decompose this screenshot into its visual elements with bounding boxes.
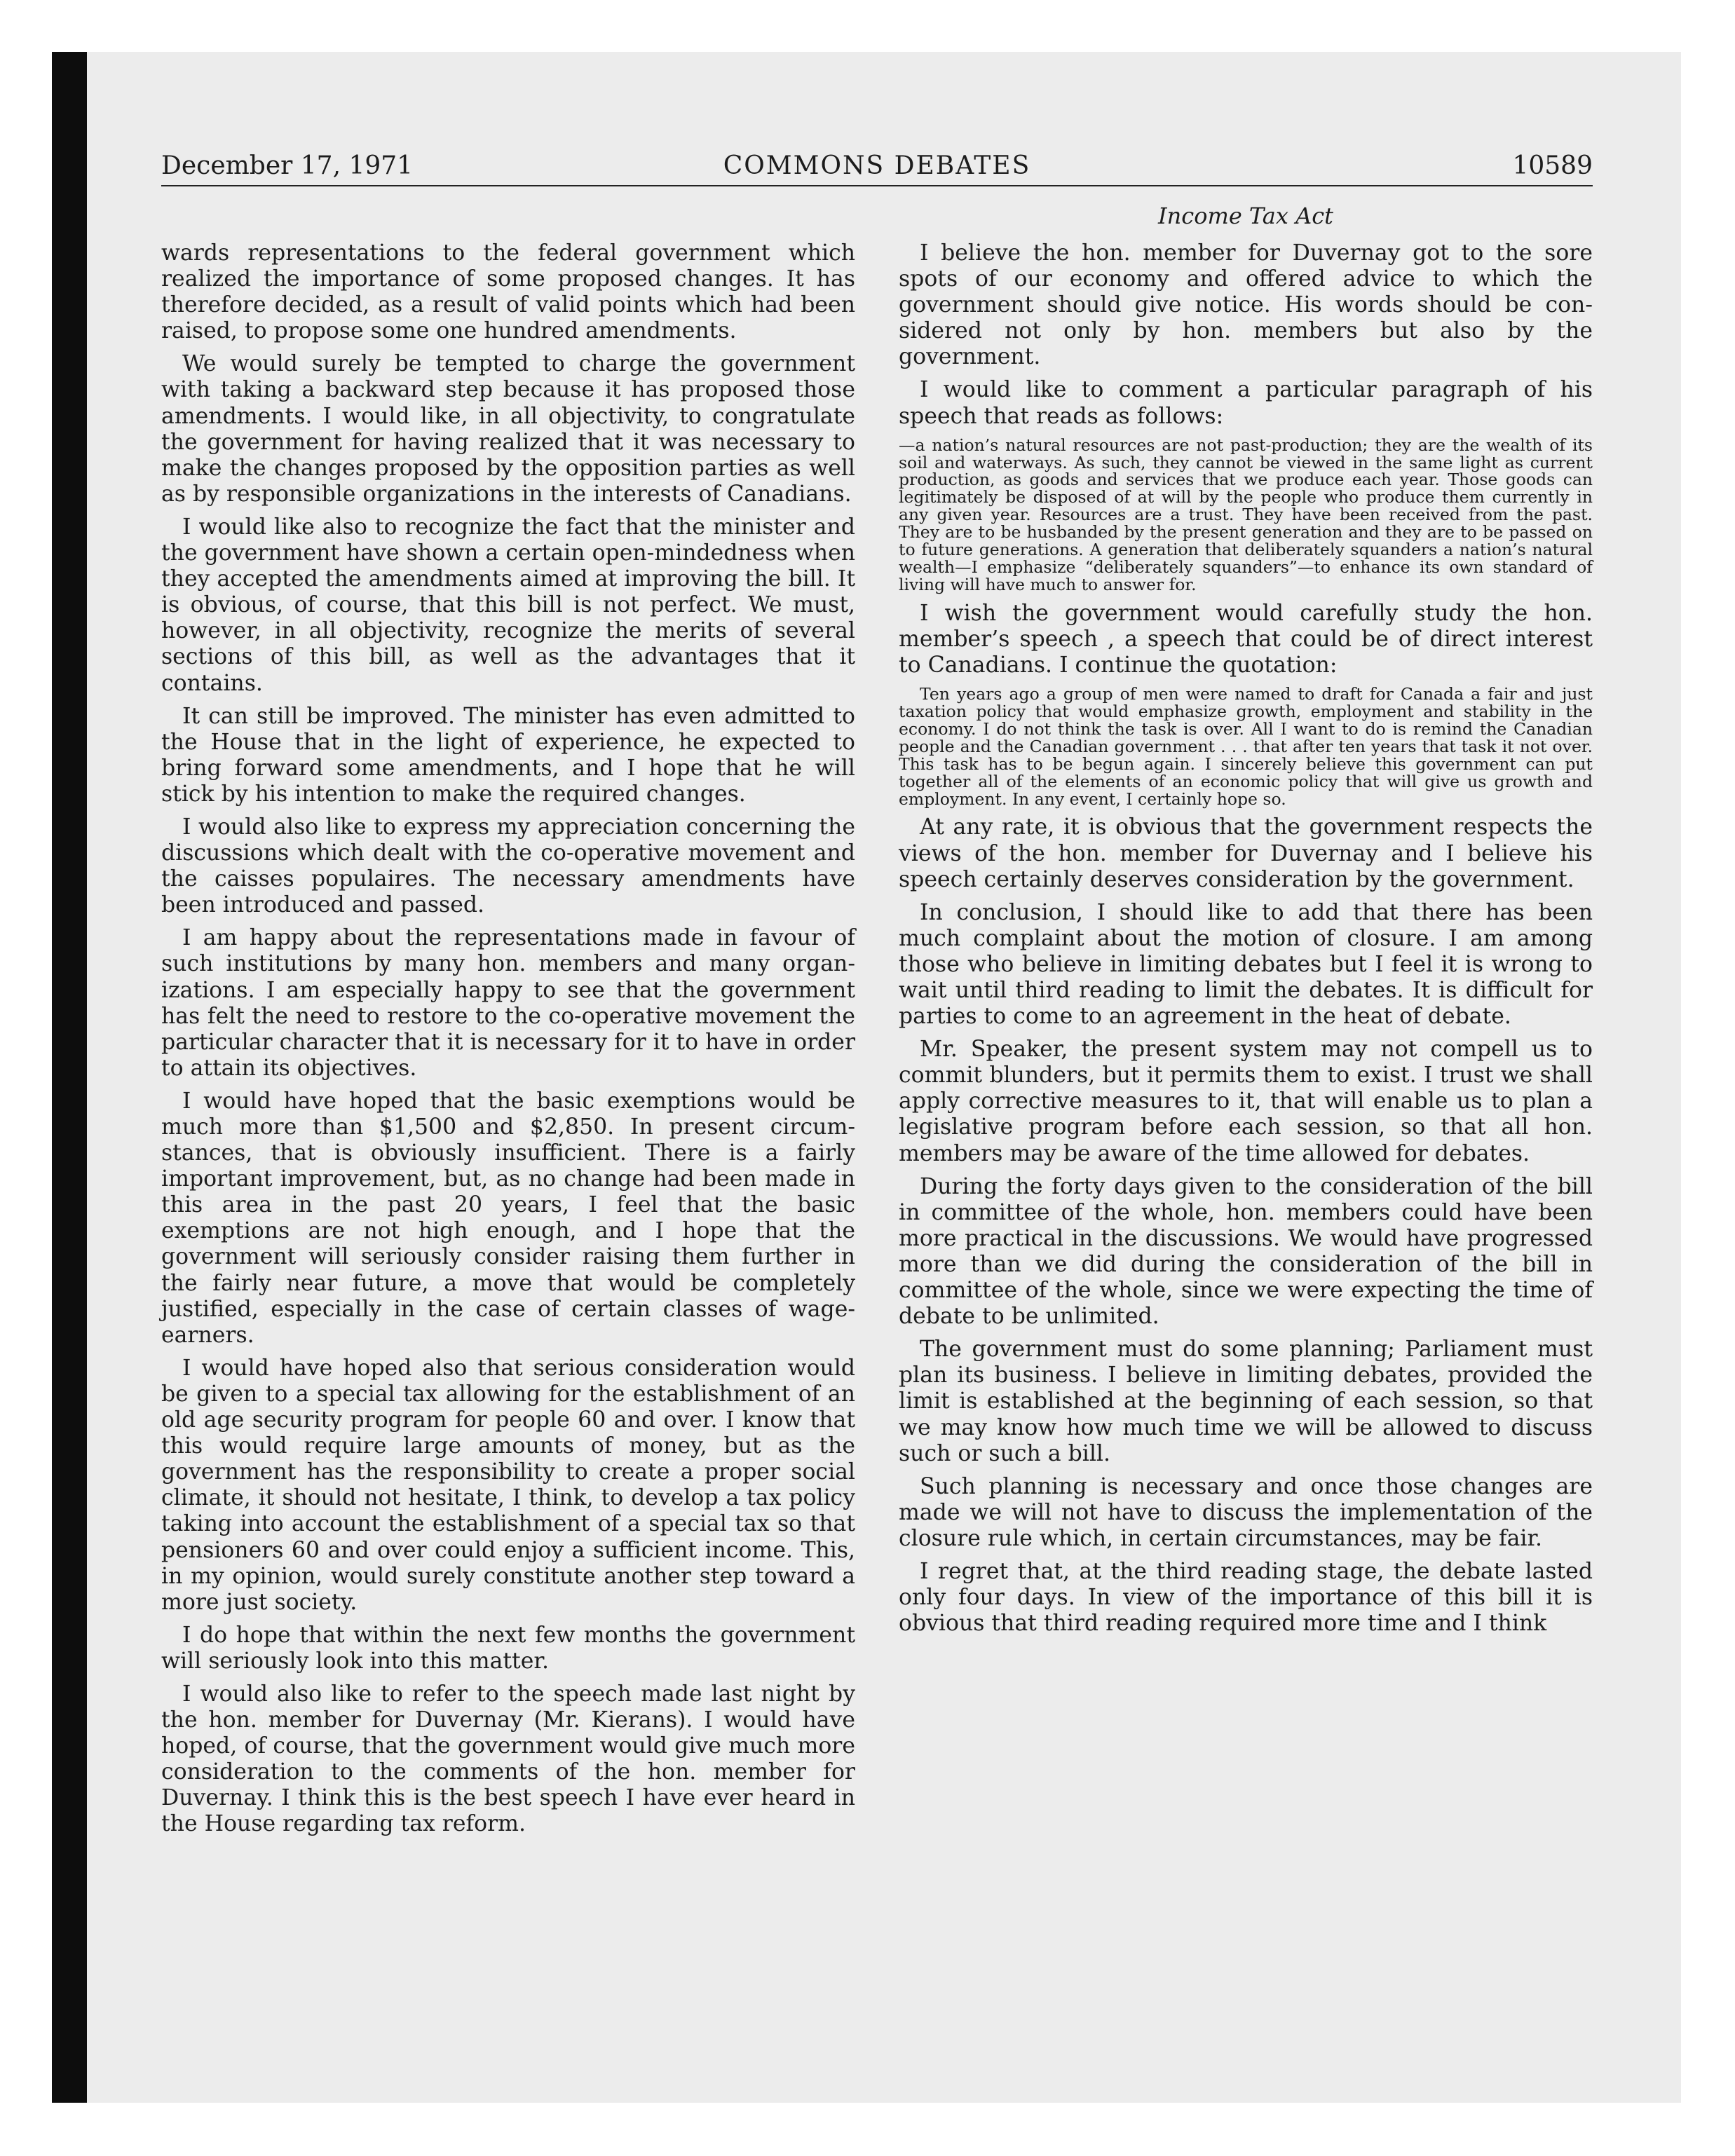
paragraph: I am happy about the representations made in favour of such institutions by many hon. members and many organizations. I am especially happy to see that the government has felt the need to restore to the co-operative movement the particular character that it is necessary for it to have in order to attain its objectives. — [161, 925, 855, 1081]
paragraph: The government must do some planning; Parliament must plan its business. I believe in limiting debates, provided the limit is established at the beginning of each session, so that we may know how much time we will be allowed to discuss such or such a bill. — [899, 1337, 1593, 1466]
block-quotation: —a nation’s natural resources are not past-production; they are the wealth of its soil and waterways. As such, they cannot be viewed in the same light as current production, as goods and services that we produce each year. Those goods can legitimately be disposed of at will by the people who produce them currently in any given year. Resources are a trust. They have been received from the past. They are to be husbanded by the present generation and they are to be passed on to future generations. A generation that deliberately squanders a nation’s natural wealth—I emphasize “deliberately squanders”—to enhance its own standard of living will have much to answer for. — [899, 435, 1593, 594]
header-date: December 17, 1971 — [161, 151, 414, 180]
paragraph: It can still be improved. The minister has even admitted to the House that in the light of experience, he expected to bring forward some amendments, and I hope that he will stick by his intention to make the required changes. — [161, 703, 855, 807]
scan-binding-edge — [52, 52, 87, 2103]
paragraph: I would have hoped that the basic exemptions would be much more than $1,500 and $2,850. In present circumstances, that is obviously insufficient. There is a fairly important improvement, but, as no change had been made in this area in the past 20 years, I feel that the basic exemptions are not high enough, and I hope that the government will seriously consider raising them further in the fairly near future, a move that would be completely justified, especially in the case of certain classes of wage-earners. — [161, 1088, 855, 1348]
header-publication: COMMONS DEBATES — [723, 151, 1031, 180]
right-column — [899, 240, 1593, 1637]
section-title: Income Tax Act — [1158, 203, 1333, 229]
header-page-number: 10589 — [1512, 151, 1593, 180]
paragraph: I would like to comment a particular paragraph of his speech that reads as follows: — [899, 377, 1593, 429]
paragraph: I would also like to refer to the speech made last night by the hon. member for Duvernay (Mr. Kierans). I would have hoped, of course, that the government would give much more consideration to the comments of the hon. member for Duvernay. I think this is the best speech I have ever heard in the House regarding tax reform. — [161, 1681, 855, 1837]
paragraph: I would have hoped also that serious consideration would be given to a special tax allowing for the establishment of an old age security program for people 60 and over. I know that this would require large amounts of money, but as the government has the responsibility to create a proper social climate, it should not hesitate, I think, to develop a tax policy taking into account the establishment of a special tax so that pensioners 60 and over could enjoy a sufficient income. This, in my opinion, would surely constitute another step toward a more just society. — [161, 1355, 855, 1615]
paragraph: I would like also to recognize the fact that the minister and the government have shown a certain open-mindedness when they accepted the amendments aimed at improving the bill. It is obvious, of course, that this bill is not perfect. We must, however, in all objectivity, recognize the merits of several sections of this bill, as well as the advantages that it contains. — [161, 514, 855, 696]
paragraph: I regret that, at the third reading stage, the debate lasted only four days. In view of the importance of this bill it is obvious that third reading required more time and I think — [899, 1558, 1593, 1637]
paragraph: Mr. Speaker, the present system may not compell us to commit blunders, but it permits them to exist. I trust we shall apply corrective measures to it, that will enable us to plan a legislative program before each session, so that all hon. members may be aware of the time allowed for debates. — [899, 1037, 1593, 1166]
paragraph: Such planning is necessary and once those changes are made we will not have to discuss the implementation of the closure rule which, in certain circumstances, may be fair. — [899, 1473, 1593, 1551]
header-rule — [161, 185, 1593, 186]
running-head — [161, 149, 1593, 184]
paragraph: We would surely be tempted to charge the government with taking a backward step because it has proposed those amendments. I would like, in all objectivity, to congratulate the government for having realized that it was necessary to make the changes proposed by the opposition parties as well as by responsible organizations in the interests of Canadians. — [161, 351, 855, 507]
paragraph: I wish the government would carefully study the hon. member’s speech , a speech that could be of direct interest to Canadians. I continue the quotation: — [899, 600, 1593, 678]
left-column — [161, 240, 855, 1838]
paragraph: At any rate, it is obvious that the government respects the views of the hon. member for Duvernay and I believe his speech certainly deserves consideration by the government. — [899, 814, 1593, 892]
paragraph: I believe the hon. member for Duvernay got to the sore spots of our economy and offered advice to which the government should give notice. His words should be considered not only by hon. members but also by the government. — [899, 240, 1593, 370]
paragraph: I do hope that within the next few months the government will seriously look into this matter. — [161, 1622, 855, 1674]
paragraph: I would also like to express my appreciation concerning the discussions which dealt with the co-operative movement and the caisses populaires. The necessary amendments have been introduced and passed. — [161, 814, 855, 918]
block-quotation: Ten years ago a group of men were named to draft for Canada a fair and just taxation policy that would emphasize growth, employment and stability in the economy. I do not think the task is over. All I want to do is remind the Canadian people and the Canadian government . . . that after ten years that task it not over. This task has to be begun again. I sincerely believe this government can put together all of the elements of an economic policy that will give us growth and employment. In any event, I certainly hope so. — [899, 684, 1593, 809]
paragraph: wards representations to the federal government which realized the importance of some proposed changes. It has therefore decided, as a result of valid points which had been raised, to propose some one hundred amendments. — [161, 240, 855, 344]
paragraph: During the forty days given to the consideration of the bill in committee of the whole, hon. members could have been more practical in the discussions. We would have progressed more than we did during the consideration of the bill in committee of the whole, since we were expecting the time of debate to be unlimited. — [899, 1173, 1593, 1330]
paragraph: In conclusion, I should like to add that there has been much complaint about the motion of closure. I am among those who believe in limiting debates but I feel it is wrong to wait until third reading to limit the debates. It is difficult for parties to come to an agreement in the heat of debate. — [899, 899, 1593, 1030]
